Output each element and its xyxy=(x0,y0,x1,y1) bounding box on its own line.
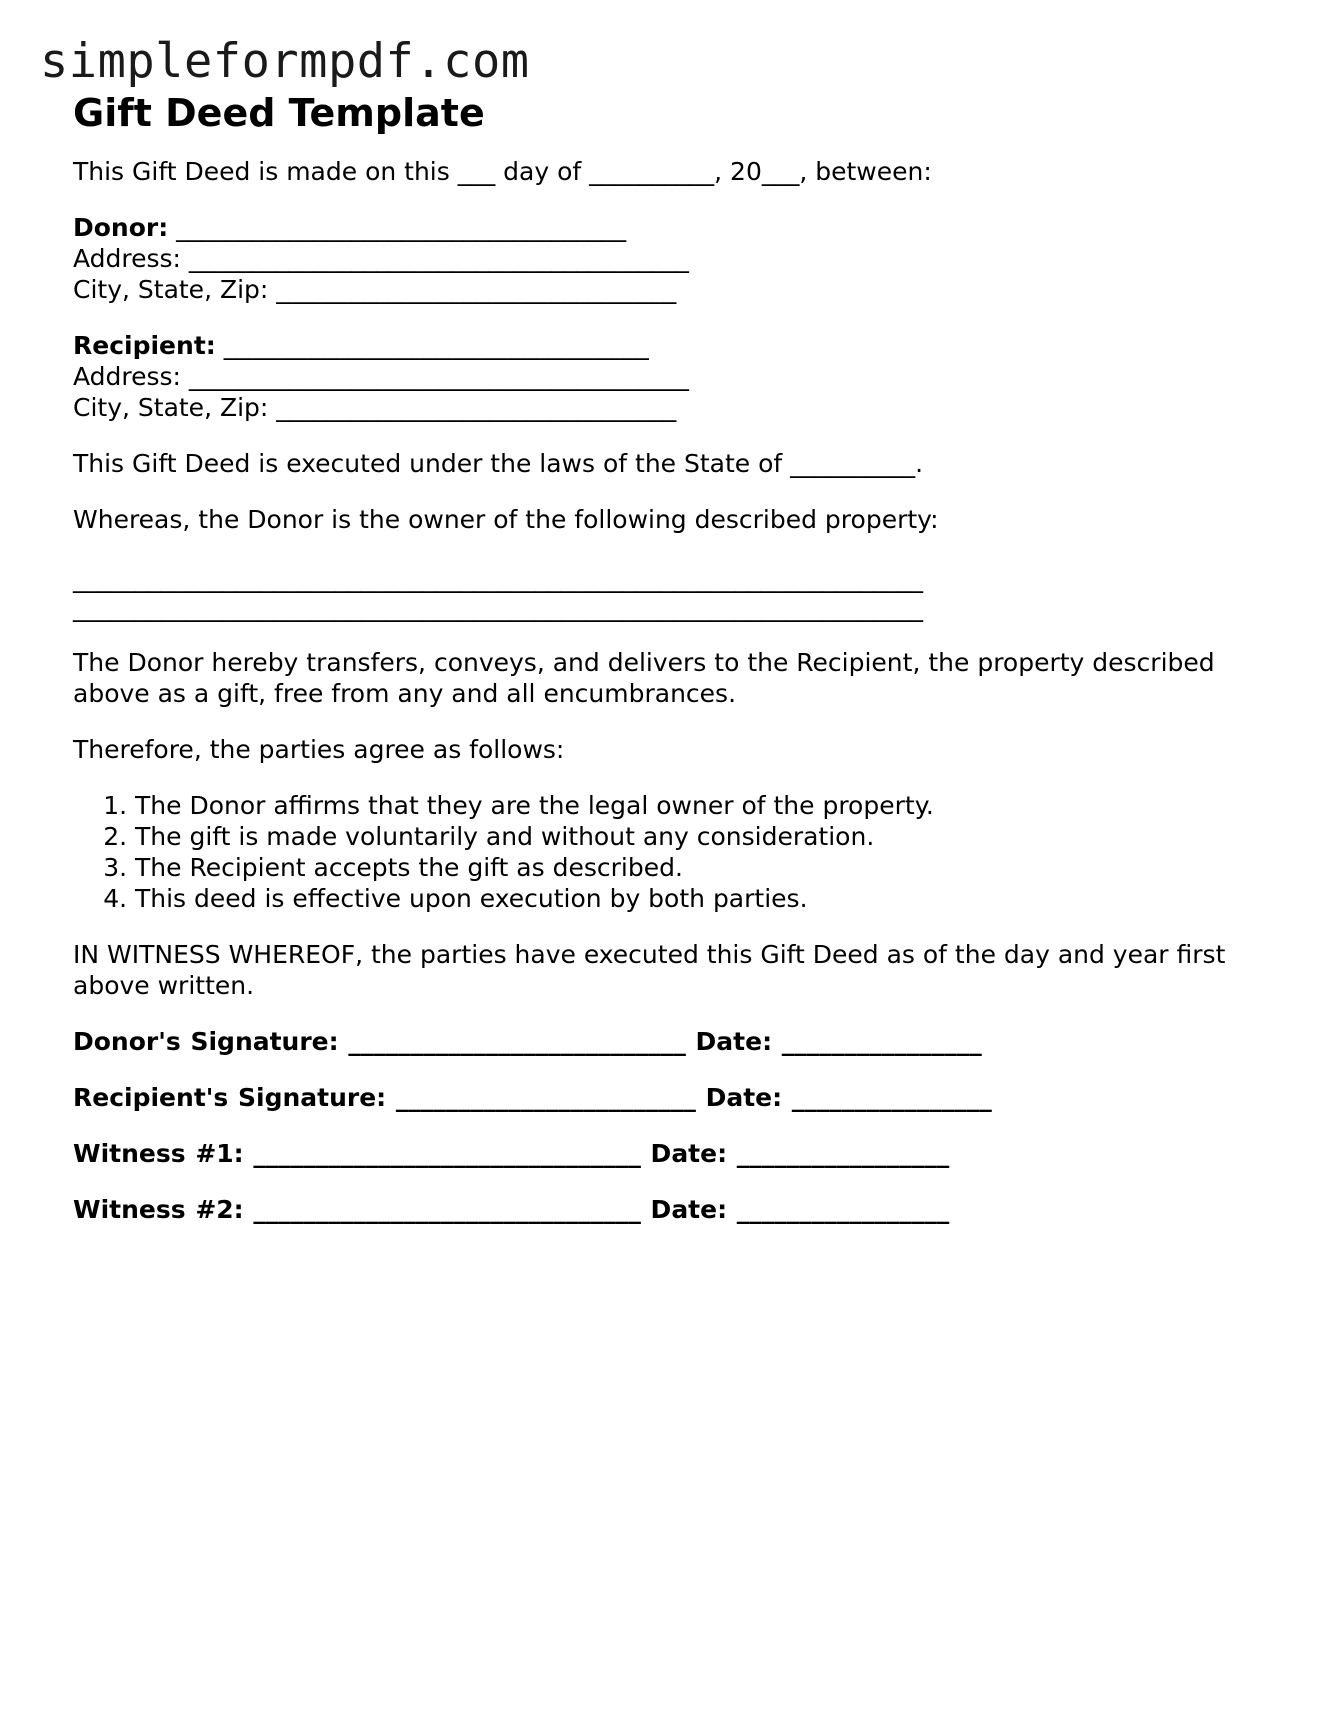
page-title: Gift Deed Template xyxy=(73,91,485,135)
state-clause: This Gift Deed is executed under the laws of the State of __________. xyxy=(73,449,924,478)
term-item: 2. The gift is made voluntarily and without any consideration. xyxy=(135,821,1253,852)
property-line: ____________________________________________________________________ xyxy=(73,593,923,622)
terms-list xyxy=(73,790,1253,914)
property-description-lines xyxy=(73,564,1253,622)
donor-city-line: City, State, Zip: ________________________________ xyxy=(73,275,677,304)
donor-label: Donor: xyxy=(73,213,169,242)
donor-address-line: Address: ________________________________________ xyxy=(73,244,689,273)
therefore-clause: Therefore, the parties agree as follows: xyxy=(73,735,565,764)
term-item: 3. The Recipient accepts the gift as described. xyxy=(135,852,1253,883)
donor-name-line xyxy=(73,212,1253,243)
term-item: 4. This deed is effective upon execution by both parties. xyxy=(135,883,1253,914)
recipient-block xyxy=(73,330,1253,423)
recipient-address-line: Address: ________________________________________ xyxy=(73,362,689,391)
term-item: 1. The Donor affirms that they are the legal owner of the property. xyxy=(135,790,1253,821)
donor-name-blank: ____________________________________ xyxy=(168,213,627,242)
witness-2-signature-line: Witness #2: _______________________________ Date: _________________ xyxy=(73,1195,950,1224)
transfer-clause: The Donor hereby transfers, conveys, and delivers to the Recipient, the property described above as a gift, free from any and all encumbrances. xyxy=(73,648,1215,708)
recipient-city-line: City, State, Zip: ________________________________ xyxy=(73,393,677,422)
watermark-text: simpleformpdf.com xyxy=(40,34,530,89)
witness-1-signature-line: Witness #1: _______________________________ Date: _________________ xyxy=(73,1139,950,1168)
whereas-clause: Whereas, the Donor is the owner of the following described property: xyxy=(73,505,939,534)
witness-clause: IN WITNESS WHEREOF, the parties have executed this Gift Deed as of the day and year first above written. xyxy=(73,940,1226,1000)
property-line: ____________________________________________________________________ xyxy=(73,564,923,593)
document-body xyxy=(73,90,1253,1225)
recipient-signature-line: Recipient's Signature: ________________________ Date: ________________ xyxy=(73,1083,992,1112)
recipient-name-line xyxy=(73,330,1253,361)
recipient-label: Recipient: xyxy=(73,331,216,360)
donor-block xyxy=(73,212,1253,305)
recipient-name-blank: __________________________________ xyxy=(215,331,649,360)
donor-signature-line: Donor's Signature: ___________________________ Date: ________________ xyxy=(73,1027,982,1056)
intro-line: This Gift Deed is made on this ___ day of __________, 20___, between: xyxy=(73,157,932,186)
